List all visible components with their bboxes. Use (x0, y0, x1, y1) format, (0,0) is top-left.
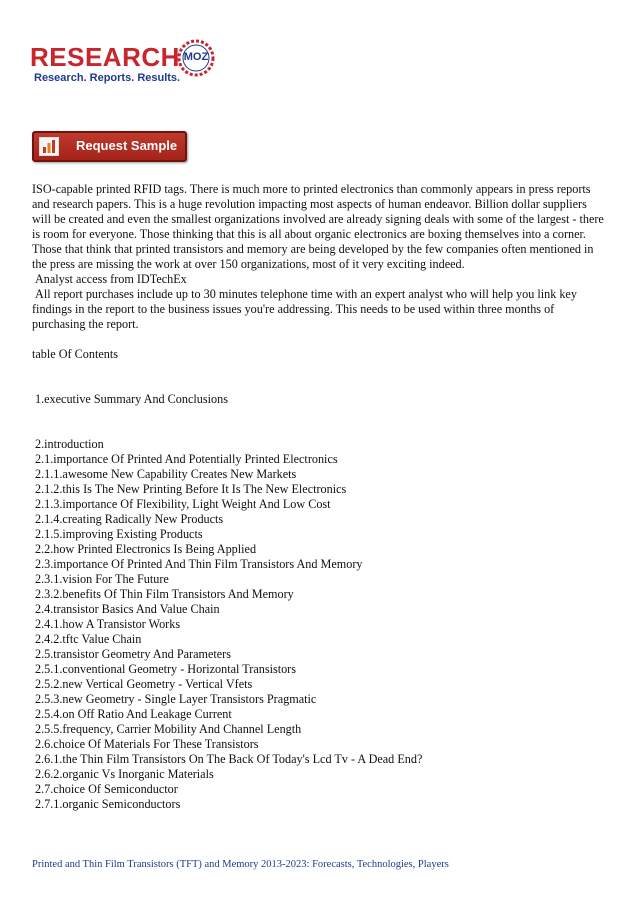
toc-item: 2.4.transistor Basics And Value Chain (35, 602, 220, 616)
toc-item: 2.5.4.on Off Ratio And Leakage Current (35, 707, 232, 721)
toc-item: 2.6.choice Of Materials For These Transistors (35, 737, 259, 751)
intro-paragraph: ISO-capable printed RFID tags. There is much more to printed electronics than commonly appears in press reports and research papers. This is a huge revolution impacting most aspects of human endeavor. Billion dollar suppliers will be created and even the smallest organizations involved are already signing deals with some of the largest - there is room for everyone. Those thinking that this is all about organic electronics are boxing themselves into a corner. Those that think that printed transistors and memory are being developed by the few companies often mentioned in the press are missing the work at over 150 organizations, most of it very exciting indeed. (32, 182, 604, 271)
toc-item: 2.6.2.organic Vs Inorganic Materials (35, 767, 214, 781)
logo-moz-text: MOZ (183, 51, 209, 63)
footer-report-title[interactable]: Printed and Thin Film Transistors (TFT) and Memory 2013-2023: Forecasts, Technologies, Players (32, 859, 449, 870)
toc-item: 2.7.choice Of Semiconductor (35, 782, 178, 796)
toc-item: 2.6.1.the Thin Film Transistors On The Back Of Today's Lcd Tv - A Dead End? (35, 752, 423, 766)
analyst-heading: Analyst access from IDTechEx (35, 272, 187, 286)
toc-item: 2.3.1.vision For The Future (35, 572, 169, 586)
toc-item-chapter-1: 1.executive Summary And Conclusions (35, 392, 228, 406)
toc-item: 2.5.5.frequency, Carrier Mobility And Channel Length (35, 722, 302, 736)
toc-item: 2.1.1.awesome New Capability Creates New Markets (35, 467, 297, 481)
request-sample-button[interactable] (32, 131, 187, 162)
toc-list (32, 437, 607, 812)
analyst-paragraph (32, 287, 607, 332)
toc-item: 2.5.1.conventional Geometry - Horizontal Transistors (35, 662, 296, 676)
toc-item: 2.1.5.improving Existing Products (35, 527, 203, 541)
logo-tagline: Research. Reports. Results. (34, 72, 181, 84)
toc-item: 2.1.3.importance Of Flexibility, Light Weight And Low Cost (35, 497, 331, 511)
toc-item: 2.introduction (35, 437, 104, 451)
toc-item: 2.4.1.how A Transistor Works (35, 617, 181, 631)
toc-heading: table Of Contents (32, 347, 118, 361)
researchmoz-logo (30, 38, 209, 92)
toc-item: 2.1.importance Of Printed And Potentially Printed Electronics (35, 452, 338, 466)
request-sample-label: Request Sample (76, 138, 178, 153)
report-body (32, 182, 607, 812)
toc-item: 2.5.3.new Geometry - Single Layer Transistors Pragmatic (35, 692, 317, 706)
logo-moz-badge (176, 38, 216, 78)
toc-item: 2.1.4.creating Radically New Products (35, 512, 224, 526)
report-chart-icon (39, 137, 59, 156)
toc-item: 2.1.2.this Is The New Printing Before It Is The New Electronics (35, 482, 347, 496)
toc-item: 2.2.how Printed Electronics Is Being Applied (35, 542, 257, 556)
toc-item: 2.3.importance Of Printed And Thin Film Transistors And Memory (35, 557, 363, 571)
analyst-text: All report purchases include up to 30 minutes telephone time with an expert analyst who will help you link key findings in the report to the business issues you're addressing. This needs to be used within three months of purchasing the report. (32, 287, 577, 331)
logo-wordmark: RESEARCH (30, 42, 180, 72)
toc-item: 2.3.2.benefits Of Thin Film Transistors And Memory (35, 587, 294, 601)
toc-item: 2.5.transistor Geometry And Parameters (35, 647, 231, 661)
toc-item: 2.7.1.organic Semiconductors (35, 797, 181, 811)
toc-item: 2.5.2.new Vertical Geometry - Vertical Vfets (35, 677, 253, 691)
toc-item: 2.4.2.tftc Value Chain (35, 632, 142, 646)
